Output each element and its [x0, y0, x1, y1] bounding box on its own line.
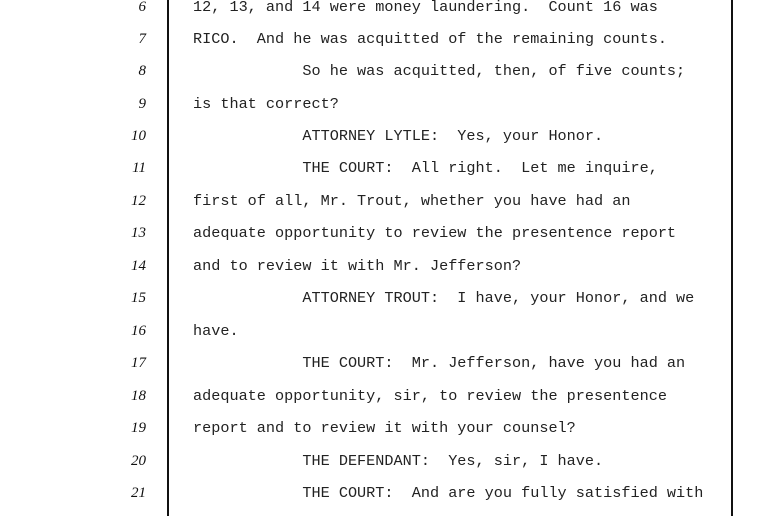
line-text: ATTORNEY TROUT: I have, your Honor, and we: [193, 289, 695, 307]
line-text: have.: [193, 322, 239, 340]
transcript-line: [0, 353, 780, 385]
transcript-line: [0, 321, 780, 353]
line-text: first of all, Mr. Trout, whether you have had an: [193, 192, 631, 210]
line-text: ATTORNEY LYTLE: Yes, your Honor.: [193, 127, 604, 145]
line-text: 12, 13, and 14 were money laundering. Count 16 was: [193, 0, 658, 16]
line-number: 21: [131, 485, 146, 501]
line-text: adequate opportunity, sir, to review the presentence: [193, 387, 667, 405]
transcript-line: [0, 158, 780, 190]
transcript-line: [0, 418, 780, 450]
line-number: 10: [131, 128, 146, 144]
line-number: 20: [131, 453, 146, 469]
transcript-line: [0, 61, 780, 93]
line-number: 9: [138, 96, 146, 112]
line-number: 14: [131, 258, 146, 274]
line-text: report and to review it with your counsel?: [193, 419, 576, 437]
transcript-line: [0, 451, 780, 483]
line-number: 13: [131, 225, 146, 241]
line-text: and to review it with Mr. Jefferson?: [193, 257, 522, 275]
line-text: THE COURT: And are you fully satisfied with: [193, 484, 704, 502]
line-text: THE DEFENDANT: Yes, sir, I have.: [193, 452, 604, 470]
line-number: 6: [138, 0, 146, 15]
line-number: 18: [131, 388, 146, 404]
transcript-line: [0, 126, 780, 158]
transcript-line: [0, 288, 780, 320]
line-text: THE COURT: Mr. Jefferson, have you had an: [193, 354, 686, 372]
transcript-line: [0, 386, 780, 418]
line-number: 7: [138, 31, 146, 47]
transcript-line: [0, 256, 780, 288]
line-number: 12: [131, 193, 146, 209]
line-text: RICO. And he was acquitted of the remaining counts.: [193, 30, 667, 48]
transcript-line: [0, 483, 780, 515]
transcript-line: [0, 94, 780, 126]
line-number: 16: [131, 323, 146, 339]
transcript-line: [0, 223, 780, 255]
line-number: 8: [138, 63, 146, 79]
transcript-line: [0, 0, 780, 29]
transcript-line: [0, 29, 780, 61]
line-text: is that correct?: [193, 95, 339, 113]
transcript-line: [0, 191, 780, 223]
line-text: So he was acquitted, then, of five counts;: [193, 62, 686, 80]
line-number: 11: [132, 160, 146, 176]
line-number: 19: [131, 420, 146, 436]
line-number: 17: [131, 355, 146, 371]
line-text: adequate opportunity to review the presentence report: [193, 224, 677, 242]
line-text: THE COURT: All right. Let me inquire,: [193, 159, 658, 177]
line-number: 15: [131, 290, 146, 306]
